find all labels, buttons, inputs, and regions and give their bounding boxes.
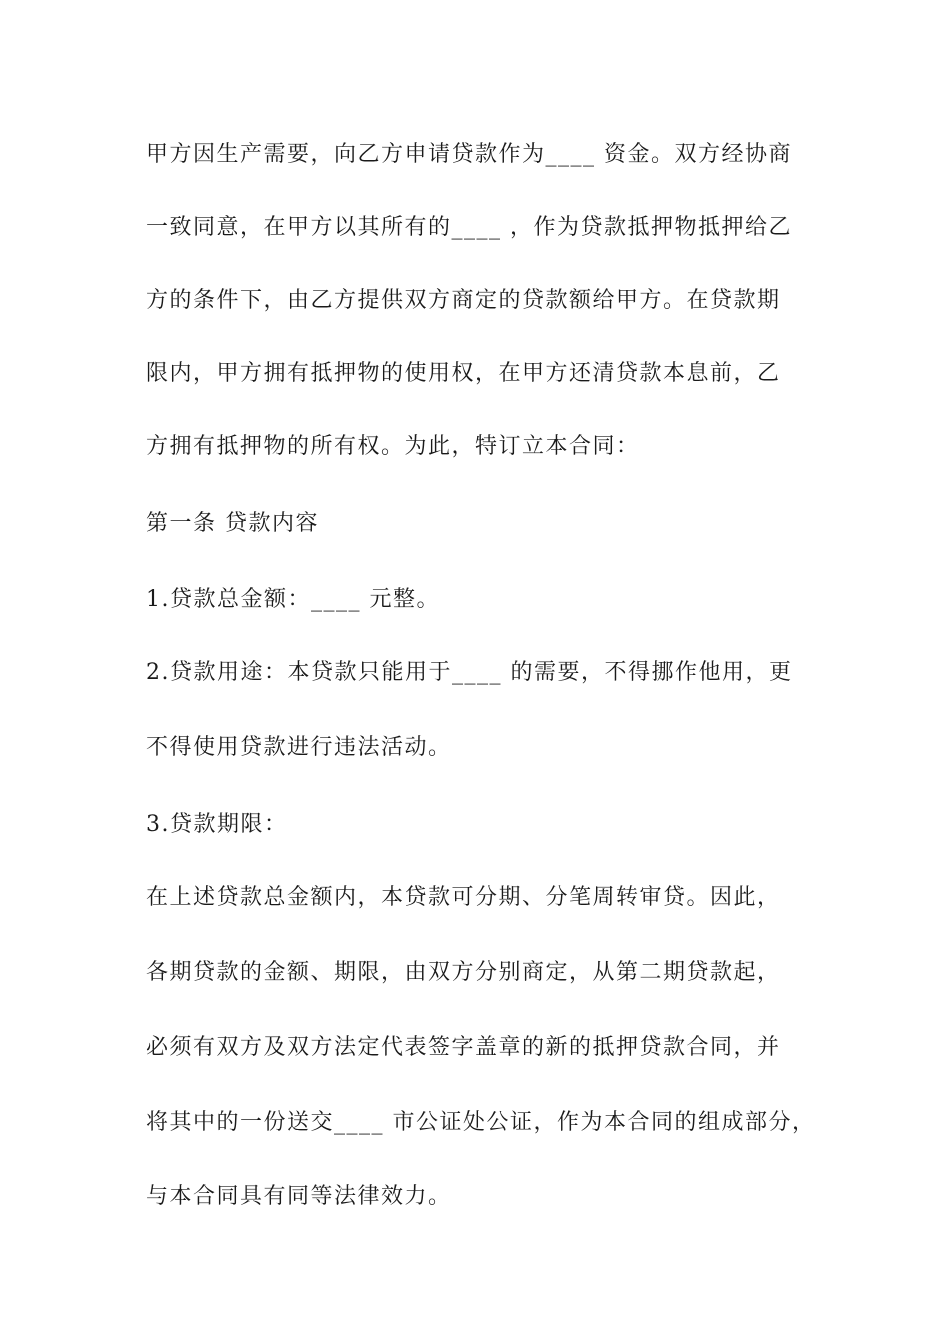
clause-line-2-cont: 不得使用贷款进行违法活动。: [146, 735, 452, 760]
section-heading-1: 第一条 贷款内容: [146, 511, 319, 536]
paragraph-line-7: 各期贷款的金额、期限，由双方分别商定，从第二期贷款起，: [146, 960, 781, 985]
paragraph-line-6: 在上述贷款总金额内，本贷款可分期、分笔周转审贷。因此，: [146, 885, 781, 910]
clause-line-3: 3.贷款期限：: [146, 812, 288, 837]
paragraph-line-5: 方拥有抵押物的所有权。为此，特订立本合同：: [146, 434, 640, 459]
clause-line-2: 2.贷款用途：本贷款只能用于____ 的需要，不得挪作他用，更: [146, 660, 793, 685]
paragraph-line-1: 甲方因生产需要，向乙方申请贷款作为____ 资金。双方经协商: [146, 142, 792, 167]
clause-line-1: 1.贷款总金额：____ 元整。: [146, 587, 440, 612]
paragraph-line-4: 限内，甲方拥有抵押物的使用权，在甲方还清贷款本息前，乙: [146, 361, 781, 386]
paragraph-line-2: 一致同意，在甲方以其所有的____ ，作为贷款抵押物抵押给乙: [146, 215, 792, 240]
paragraph-line-8: 必须有双方及双方法定代表签字盖章的新的抵押贷款合同，并: [146, 1035, 781, 1060]
paragraph-line-10: 与本合同具有同等法律效力。: [146, 1184, 452, 1209]
paragraph-line-3: 方的条件下，由乙方提供双方商定的贷款额给甲方。在贷款期: [146, 288, 781, 313]
paragraph-line-9: 将其中的一份送交____ 市公证处公证，作为本合同的组成部分，: [146, 1110, 816, 1135]
